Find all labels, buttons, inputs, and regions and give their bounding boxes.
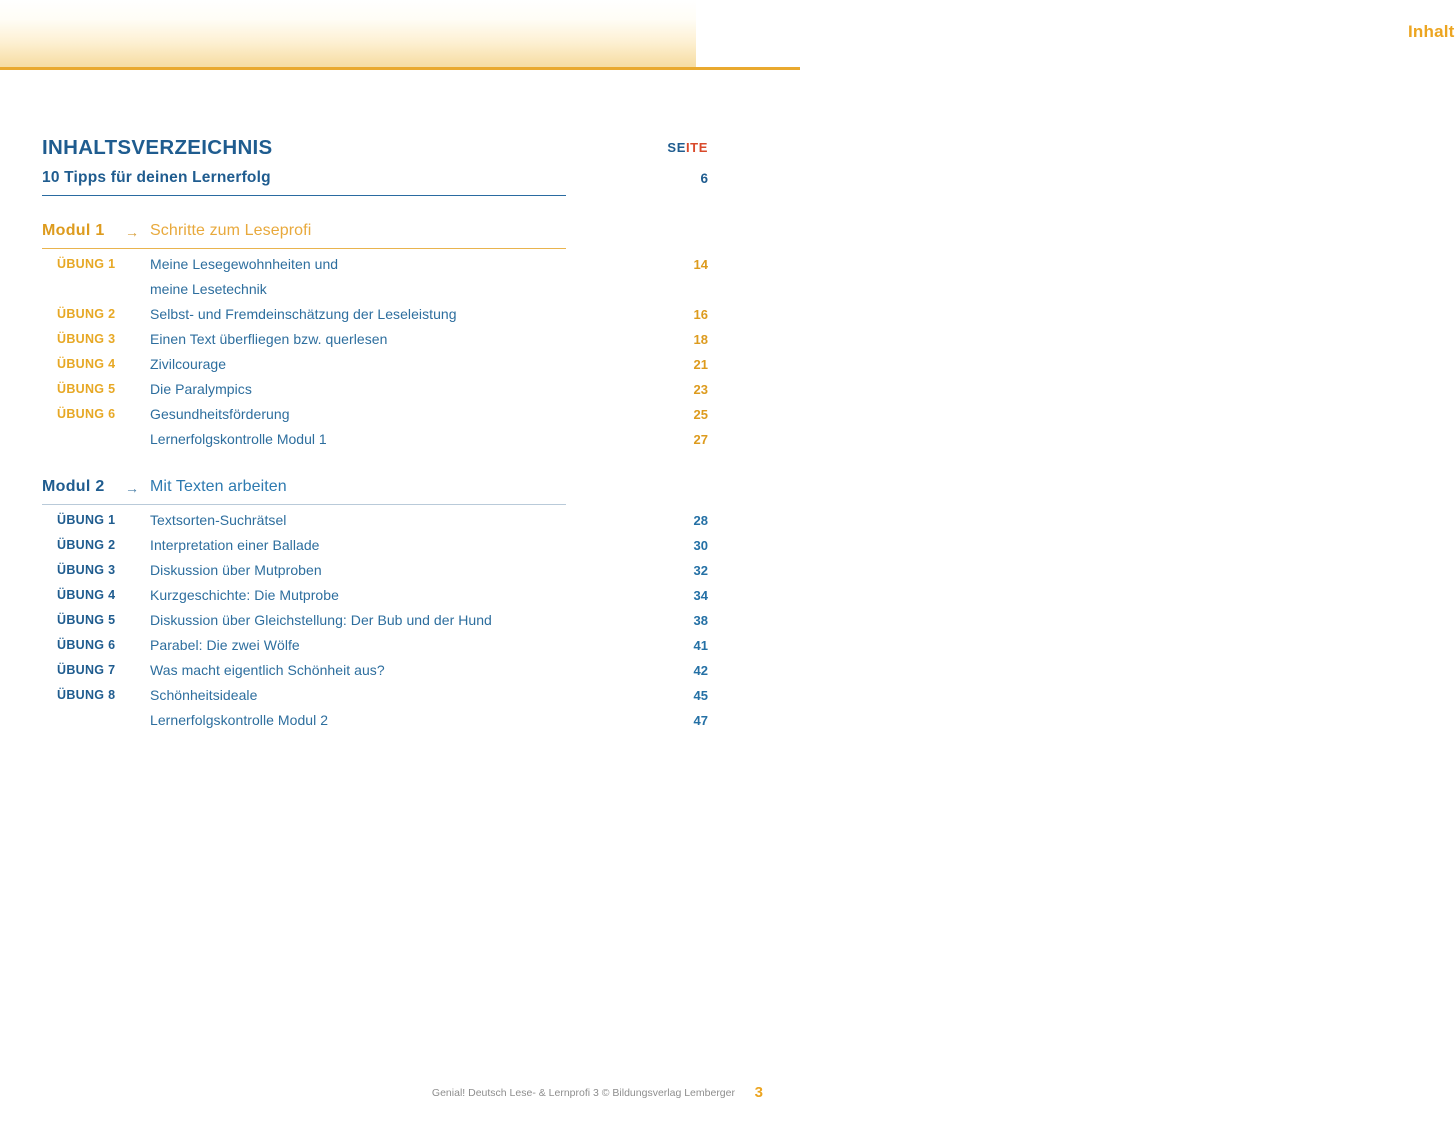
exercise-page-number: 45 [693, 688, 708, 703]
toc-entry[interactable] [0, 354, 800, 379]
toc-entry[interactable] [0, 254, 800, 304]
intro-label: 10 Tipps für deinen Lernerfolg [42, 169, 271, 186]
intro-page-number: 6 [700, 171, 708, 186]
exercise-label: ÜBUNG 1 [57, 513, 116, 527]
module-name: Modul 2 [42, 478, 105, 495]
exercise-page-number: 47 [693, 713, 708, 728]
page-column-header-part2: ITE [685, 140, 708, 155]
exercise-label: ÜBUNG 3 [57, 332, 116, 346]
exercise-label: ÜBUNG 4 [57, 588, 116, 602]
exercise-page-number: 21 [693, 357, 708, 372]
page-footer [0, 1084, 800, 1108]
arrow-icon: → [125, 224, 139, 240]
exercise-title: Schönheitsideale [150, 687, 258, 703]
exercise-title-line2: meine Lesetechnik [150, 281, 267, 297]
footer-copyright: Genial! Deutsch Lese- & Lernprofi 3 © Bildungsverlag Lemberger [431, 1087, 735, 1099]
toc-entry[interactable] [0, 379, 800, 404]
module-name: Modul 1 [42, 222, 105, 239]
toc-entry-intro[interactable] [0, 169, 800, 198]
exercise-title: Meine Lesegewohnheiten und [150, 256, 339, 272]
exercise-title: Selbst- und Fremdeinschätzung der Leseleistung [150, 306, 457, 322]
intro-divider [42, 195, 566, 196]
exercise-label: ÜBUNG 8 [57, 688, 116, 702]
exercise-title: Kurzgeschichte: Die Mutprobe [150, 587, 339, 603]
exercise-page-number: 14 [693, 257, 708, 272]
module-heading-1[interactable] [0, 220, 800, 254]
toc-entry[interactable] [0, 610, 800, 635]
header-divider [0, 67, 800, 70]
toc-entry[interactable] [0, 635, 800, 660]
toc-entry[interactable] [0, 685, 800, 710]
exercise-title: Einen Text überfliegen bzw. querlesen [150, 331, 388, 347]
page-column-header [600, 140, 708, 155]
exercise-page-number: 41 [693, 638, 708, 653]
module-heading-2[interactable] [0, 476, 800, 510]
toc-entry[interactable] [0, 329, 800, 354]
exercise-page-number: 18 [693, 332, 708, 347]
exercise-page-number: 42 [693, 663, 708, 678]
page-title: INHALTSVERZEICHNIS [42, 136, 273, 159]
exercise-title-line2: Lernerfolgskontrolle Modul 1 [150, 431, 327, 447]
toc-entry[interactable] [0, 710, 800, 735]
exercise-title: Textsorten-Suchrätsel [150, 512, 287, 528]
header-tab-label: Inhalt [1408, 22, 1455, 41]
exercise-title: Lernerfolgskontrolle Modul 2 [150, 712, 329, 728]
spacer [0, 198, 800, 220]
toc-entry[interactable] [0, 560, 800, 585]
module-divider [42, 504, 566, 505]
exercise-label: ÜBUNG 1 [57, 257, 116, 271]
page-column-header-part1: SE [667, 140, 686, 155]
exercise-label: ÜBUNG 4 [57, 357, 116, 371]
exercise-label: ÜBUNG 2 [57, 307, 116, 321]
toc-entry[interactable] [0, 585, 800, 610]
spacer [0, 454, 800, 476]
toc-entry[interactable] [0, 660, 800, 685]
exercise-page-number: 23 [693, 382, 708, 397]
exercise-page-number: 34 [693, 588, 708, 603]
toc-rows [0, 169, 800, 735]
exercise-title: Interpretation einer Ballade [150, 537, 320, 553]
module-subtitle: Schritte zum Leseprofi [150, 222, 312, 239]
toc-entry[interactable] [0, 304, 800, 329]
header-tab [696, 0, 1455, 67]
exercise-title: Zivilcourage [150, 356, 227, 372]
exercise-page-number: 25 [693, 407, 708, 422]
footer-page-number: 3 [754, 1084, 763, 1101]
exercise-page-number: 32 [693, 563, 708, 578]
exercise-label: ÜBUNG 2 [57, 538, 116, 552]
exercise-label: ÜBUNG 5 [57, 613, 116, 627]
exercise-label: ÜBUNG 7 [57, 663, 116, 677]
exercise-title: Was macht eigentlich Schönheit aus? [150, 662, 385, 678]
arrow-icon: → [125, 480, 139, 496]
exercise-title: Gesundheitsförderung [150, 406, 290, 422]
exercise-title: Die Paralympics [150, 381, 252, 397]
exercise-page-number: 16 [693, 307, 708, 322]
exercise-label: ÜBUNG 3 [57, 563, 116, 577]
exercise-label: ÜBUNG 5 [57, 382, 116, 396]
exercise-page-number: 30 [693, 538, 708, 553]
module-subtitle: Mit Texten arbeiten [150, 478, 287, 495]
exercise-title: Diskussion über Mutproben [150, 562, 322, 578]
exercise-label: ÜBUNG 6 [57, 407, 116, 421]
module-divider [42, 248, 566, 249]
toc-entry[interactable] [0, 404, 800, 454]
exercise-page-number: 38 [693, 613, 708, 628]
header-band [0, 0, 800, 69]
exercise-page-number: 28 [693, 513, 708, 528]
toc-entry[interactable] [0, 535, 800, 560]
exercise-page-number-line2: 27 [693, 432, 708, 447]
toc-entry[interactable] [0, 510, 800, 535]
exercise-title: Diskussion über Gleichstellung: Der Bub und der Hund [150, 612, 492, 628]
exercise-title: Parabel: Die zwei Wölfe [150, 637, 300, 653]
exercise-label: ÜBUNG 6 [57, 638, 116, 652]
